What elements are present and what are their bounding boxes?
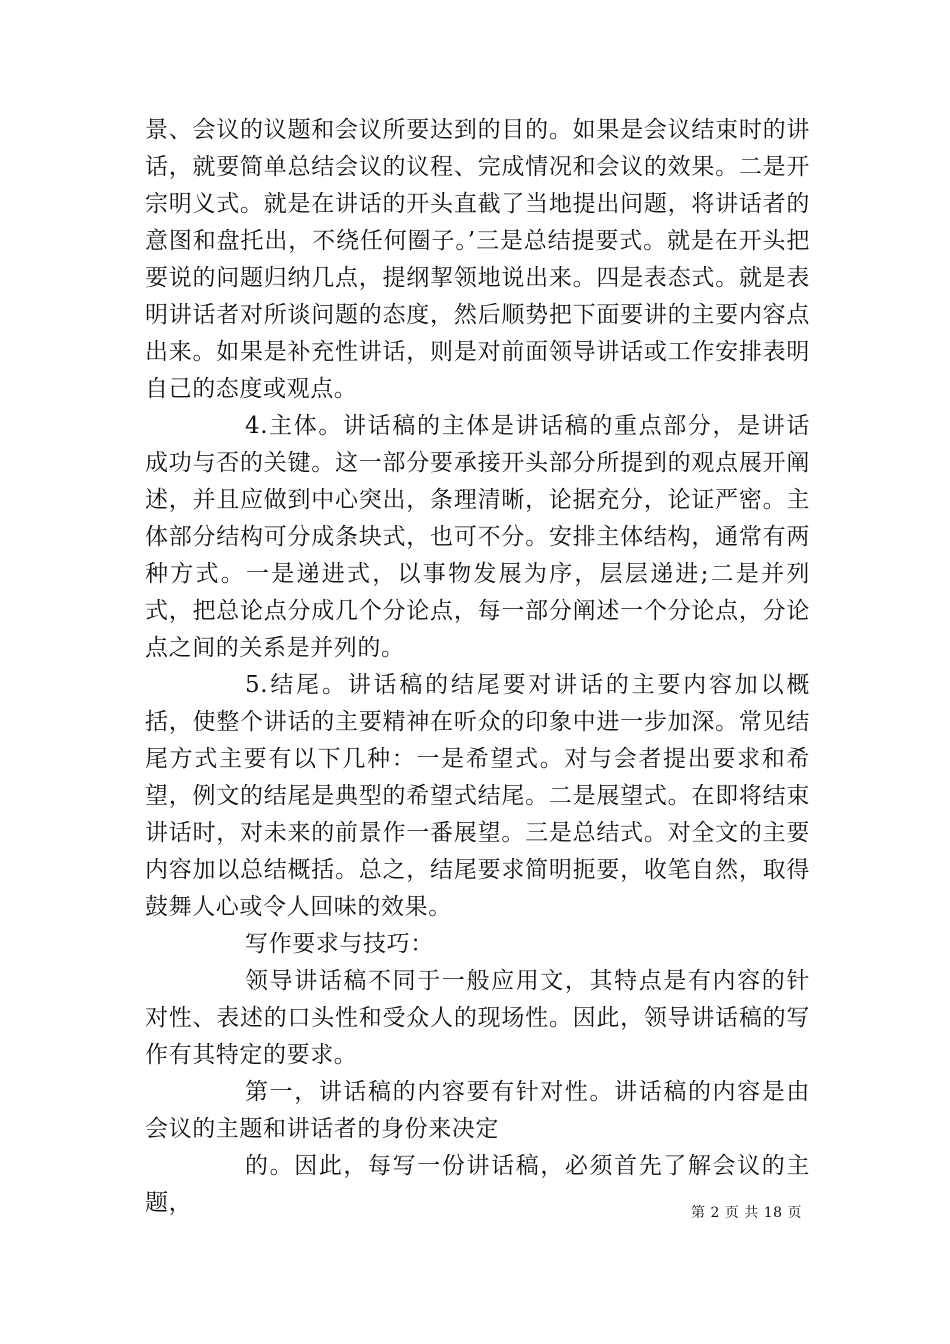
page-number-footer: 第 2 页 共 18 页 <box>691 1205 802 1221</box>
paragraph-continuation: 的。因此，每写一份讲话稿，必须首先了解会议的主题， <box>145 1153 810 1216</box>
document-body <box>145 112 810 1222</box>
paragraph-main-body: 4.主体。讲话稿的主体是讲话稿的重点部分，是讲话成功与否的关键。这一部分要承接开头部分所提到的观点展开阐述，并且应做到中心突出，条理清晰，论据充分，论证严密。主体部分结构可分成条块式，也可不分。安排主体结构，通常有两种方式。一是递进式，以事物发展为序，层层递进;二是并列式，把总论点分成几个分论点，每一部分阐述一个分论点，分论点之间的关系是并列的。 <box>145 413 810 661</box>
section-heading-writing-requirements: 写作要求与技巧： <box>245 931 434 957</box>
paragraph-ending: 5.结尾。讲话稿的结尾要对讲话的主要内容加以概括，使整个讲话的主要精神在听众的印象中进一步加深。常见结尾方式主要有以下几种：一是希望式。对与会者提出要求和希望，例文的结尾是典型的希望式结尾。二是展望式。在即将结束讲话时，对未来的前景作一番展望。三是总结式。对全文的主要内容加以总结概括。总之，结尾要求简明扼要，收笔自然，取得鼓舞人心或令人回味的效果。 <box>145 672 810 920</box>
paragraph-first-point: 第一，讲话稿的内容要有针对性。讲话稿的内容是由会议的主题和讲话者的身份来决定 <box>145 1079 810 1142</box>
paragraph-speech-characteristics: 领导讲话稿不同于一般应用文，其特点是有内容的针对性、表述的口头性和受众人的现场性。因此，领导讲话稿的写作有其特定的要求。 <box>145 968 810 1068</box>
paragraph-opening-styles: 景、会议的议题和会议所要达到的目的。如果是会议结束时的讲话，就要简单总结会议的议程、完成情况和会议的效果。二是开宗明义式。就是在讲话的开头直截了当地提出问题，将讲话者的意图和盘托出，不绕任何圈子。’三是总结提要式。就是在开头把要说的问题归纳几点，提纲挈领地说出来。四是表态式。就是表明讲话者对所谈问题的态度，然后顺势把下面要讲的主要内容点出来。如果是补充性讲话，则是对前面领导讲话或工作安排表明自己的态度或观点。 <box>145 117 810 402</box>
